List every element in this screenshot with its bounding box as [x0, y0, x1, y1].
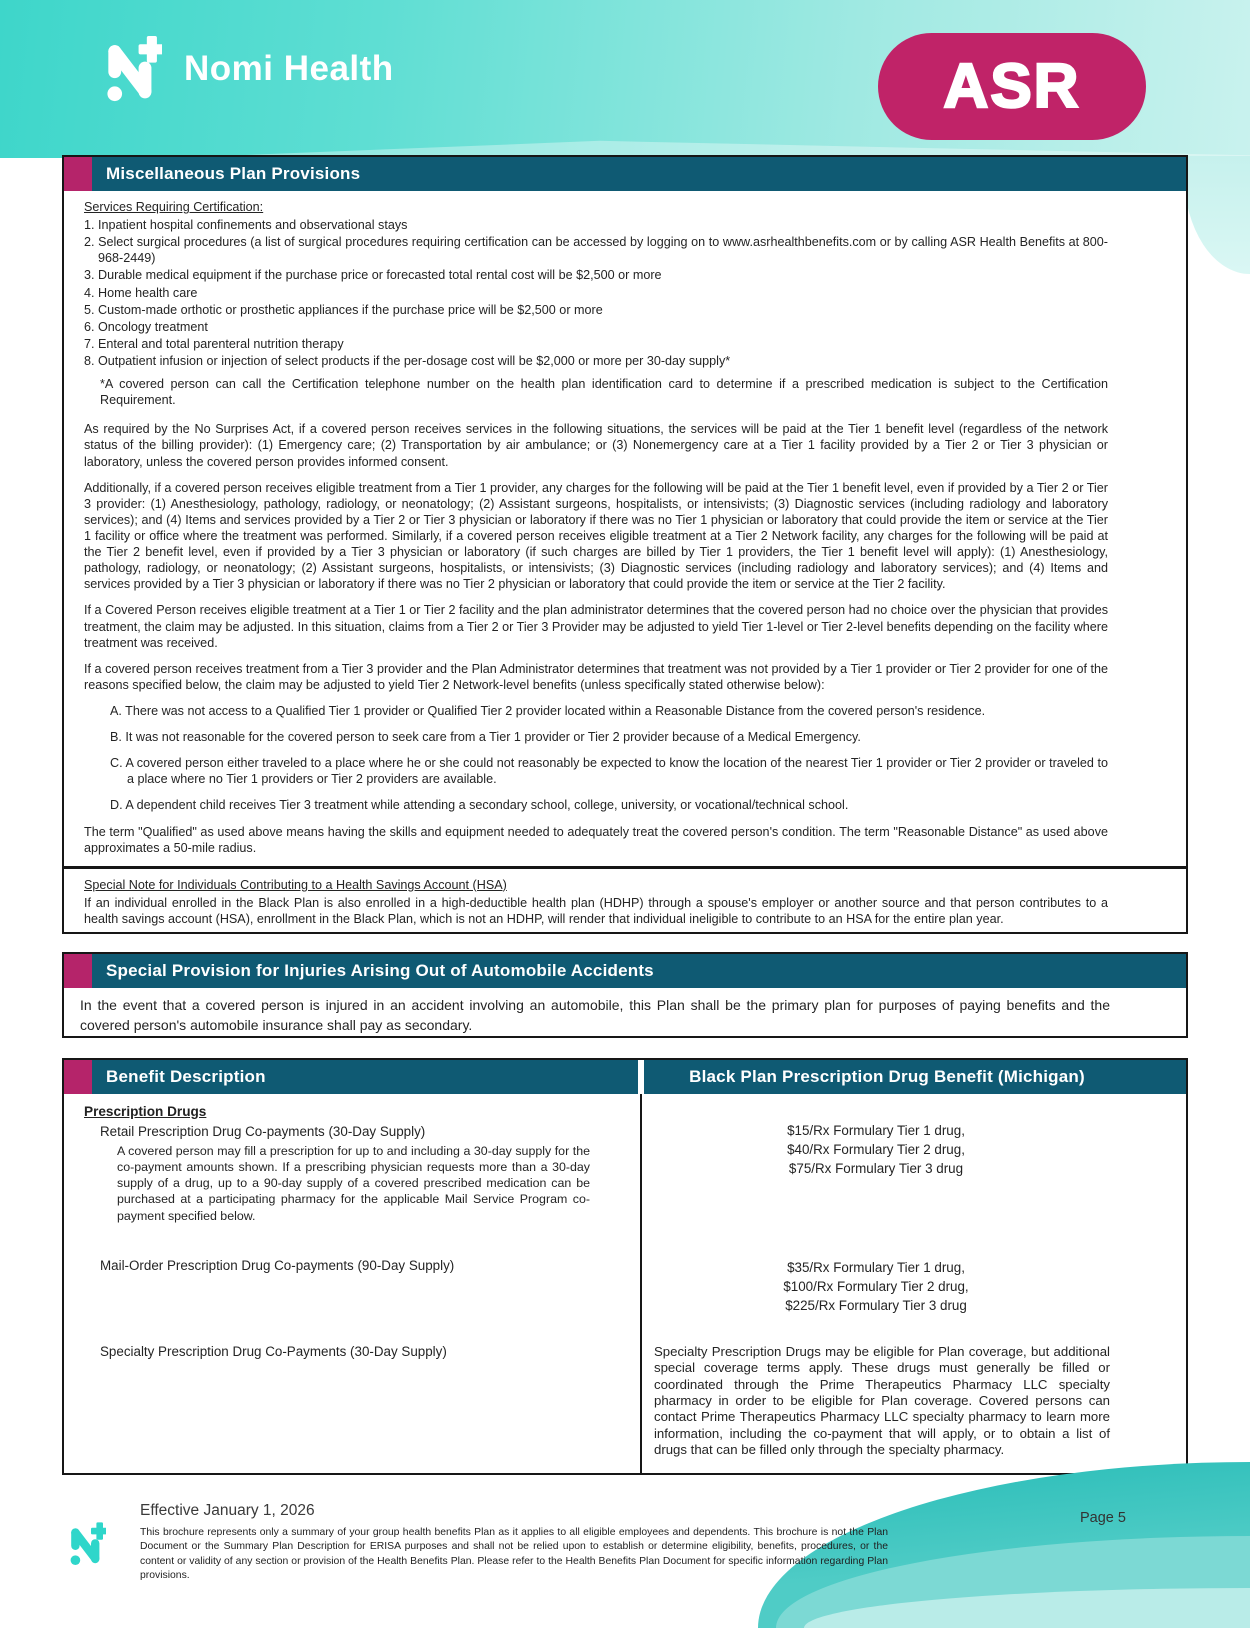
benefit-value-cell [640, 1334, 1186, 1473]
section-divider [64, 866, 1186, 869]
table-row [64, 1094, 1186, 1248]
paragraph-tier3-reasons: If a covered person receives treatment from a Tier 3 provider and the Plan Administrator determines that treatment was not provided by a Tier 1 provider or Tier 2 provider for one of the reasons specified below, the claim may be adjusted to yield Tier 2 Network-level benefits (unless specifically stated otherwise below): [84, 661, 1108, 692]
benefit-label: Retail Prescription Drug Co-payments (30-Day Supply) [100, 1124, 426, 1139]
nomi-health-logo [106, 36, 394, 102]
brand-name: Nomi Health [184, 49, 394, 88]
copay-line: $225/Rx Formulary Tier 3 drug [785, 1298, 967, 1314]
asr-logo-text: ASR [943, 52, 1081, 121]
benefit-value-cell [640, 1248, 1186, 1334]
footer-disclaimer: This brochure represents only a summary of your group health benefits Plan as it applies to all eligible employees and dependents. This brochure is not the Plan Document or the Summary Plan Description for ERISA purposes and shall not be relied upon to establish or determine eligibility, benefits, procedures, or the content or validity of any section or provision of the Health Benefits Plan. Please refer to the Health Benefits Plan Document for specific information regarding Plan provisions. [140, 1527, 888, 1581]
service-item: 3. Durable medical equipment if the purchase price or forecasted total rental cost will be $2,500 or more [84, 268, 662, 283]
reason-item: C. A covered person either traveled to a place where he or she could not reasonably be expected to know the location of the nearest Tier 1 provider or Tier 2 provider or traveled to a place where no Tier 1 providers or Tier 2 providers are available. [110, 756, 1108, 787]
benefit-description-cell [64, 1248, 640, 1334]
footer-nomi-mark-icon [70, 1521, 106, 1572]
service-item: 6. Oncology treatment [84, 319, 208, 334]
paragraph-claim-adjustment: If a Covered Person receives eligible treatment at a Tier 1 or Tier 2 facility and the plan administrator determines that the covered person had no choice over the physician that provides treatment, the claim may be adjusted. In this situation, claims from a Tier 2 or Tier 3 Provider may be adjusted to yield Tier 1-level or Tier 2-level benefits depending on the facility where treatment was received. [84, 603, 1108, 650]
copay-line: $35/Rx Formulary Tier 1 drug, [787, 1260, 965, 1275]
benefit-label: Specialty Prescription Drug Co-Payments (30-Day Supply) [100, 1344, 447, 1359]
copay-line: $40/Rx Formulary Tier 2 drug, [787, 1142, 965, 1158]
table-row [64, 1334, 1186, 1473]
section-title: Special Provision for Injuries Arising Out of Automobile Accidents [106, 961, 654, 980]
section-automobile-accidents [62, 952, 1188, 1038]
benefit-label: Mail-Order Prescription Drug Co-payments (90-Day Supply) [100, 1258, 455, 1273]
reason-item: D. A dependent child receives Tier 3 treatment while attending a secondary school, college, university, or vocational/technical school. [110, 798, 849, 813]
table-header-benefit-description [64, 1060, 638, 1094]
service-item: 7. Enteral and total parenteral nutrition therapy [84, 336, 344, 351]
benefit-value-cell [640, 1094, 1186, 1248]
service-item: 5. Custom-made orthotic or prosthetic appliances if the purchase price will be $2,500 or more [84, 302, 603, 317]
benefits-table [62, 1058, 1188, 1475]
section-header-bar [64, 157, 1186, 191]
service-item: 1. Inpatient hospital confinements and observational stays [84, 218, 408, 233]
prescription-drugs-heading: Prescription Drugs [84, 1104, 207, 1119]
service-item: 8. Outpatient infusion or injection of select products if the per-dosage cost will be $2,000 or more per 30-day supply* [84, 353, 731, 368]
reason-item: B. It was not reasonable for the covered person to seek care from a Tier 1 provider or Tier 2 provider because of a Medical Emergency. [110, 730, 861, 745]
table-header-row [64, 1060, 1186, 1094]
hsa-heading: Special Note for Individuals Contributing to a Health Savings Account (HSA) [84, 877, 507, 892]
copay-line: $75/Rx Formulary Tier 3 drug [788, 1161, 964, 1177]
service-item: 2. Select surgical procedures (a list of surgical procedures requiring certification can be accessed by logging on to www.asrhealthbenefits.com or by calling ASR Health Benefits at 800-968-2449) [84, 235, 1108, 266]
paragraph-tier-charges: Additionally, if a covered person receives eligible treatment from a Tier 1 provider, any charges for the following will be paid at the Tier 1 benefit level, even if provided by a Tier 2 or Tier 3 provider: (1) Anesthesiology, pathology, radiology, or neonatology; (2) Assistant surgeons, hospitalists, or intensivists; (3) Diagnostic services (including radiology and laboratory services); and (4) Items and services provided by a Tier 2 or Tier 3 physician or laboratory if there was no Tier 1 physician or laboratory that could provide the item or service at the Tier 1 facility or office where the treatment was performed. Similarly, if a covered person receives eligible treatment at a Tier 2 Network facility, any charges for the following will be paid at the Tier 2 benefit level, even if provided by a Tier 3 physician or laboratory (if such charges are billed by Tier 1 providers, the Tier 1 benefit level will apply): (1) Anesthesiology, pathology, radiology, or neonatology; (2) Assistant surgeons, hospitalists, or intensivists; (3) Diagnostic services (including radiology and laboratory services); and (4) Items and services provided by a Tier 3 physician or laboratory if there was no Tier 2 physician or laboratory that could provide the item or service at the Tier 2 facility. [84, 480, 1108, 592]
certification-note: *A covered person can call the Certification telephone number on the health plan identification card to determine if a prescribed medication is subject to the Certification Requirement. [100, 377, 1108, 408]
qualified-definition: The term "Qualified" as used above means having the skills and equipment needed to adequately treat the covered person's condition. The term "Reasonable Distance" as used above approximates a 50-mile radius. [84, 824, 1108, 855]
benefit-description-cell [64, 1094, 640, 1248]
hsa-body: If an individual enrolled in the Black Plan is also enrolled in a high-deductible health plan (HDHP) through a spouse's employer or another source and that person contributes to a health savings account (HSA), enrollment in the Black Plan, which is not an HDHP, will render that individual ineligible to contribute to an HSA for the entire plan year. [84, 895, 1108, 926]
auto-provision-body: In the event that a covered person is injured in an accident involving an automobile, this Plan shall be the primary plan for purposes of paying benefits and the covered person's automobile insurance shall pay as secondary. [80, 997, 1110, 1033]
reason-item: A. There was not access to a Qualified Tier 1 provider or Qualified Tier 2 provider located within a Reasonable Distance from the covered person's residence. [110, 703, 986, 718]
corner-teal-shape [1184, 156, 1250, 274]
services-heading: Services Requiring Certification: [84, 200, 264, 214]
benefit-description-cell [64, 1334, 640, 1473]
table-header-drug-benefit [644, 1060, 1186, 1094]
service-item: 4. Home health care [84, 285, 198, 300]
copay-line: $100/Rx Formulary Tier 2 drug, [783, 1279, 969, 1295]
asr-logo [878, 33, 1146, 140]
paragraph-no-surprises: As required by the No Surprises Act, if a covered person receives services in the following situations, the services will be paid at the Tier 1 benefit level (regardless of the network status of the billing provider): (1) Emergency care; (2) Transportation by air ambulance; or (3) Nonemergency care at a Tier 1 facility provided by a Tier 2 or Tier 3 physician or laboratory, unless the covered person provides informed consent. [84, 422, 1108, 469]
effective-date: Effective January 1, 2026 [140, 1502, 315, 1519]
section-header-bar [64, 954, 1186, 988]
section-body [64, 191, 1186, 927]
magenta-accent-block [64, 954, 92, 988]
copay-line: $15/Rx Formulary Tier 1 drug, [787, 1123, 965, 1138]
benefit-detail-text: A covered person may fill a prescription for up to and including a 30-day supply for the co-payment amounts shown. If a prescribing physician requests more than a 30-day supply of a drug, up to a 90-day supply of a covered prescribed medication can be purchased at a participating pharmacy for the applicable Mail Service Program co-payment specified below. [117, 1144, 590, 1223]
magenta-accent-block [64, 1060, 92, 1094]
nomi-health-mark-icon [106, 36, 162, 102]
section-miscellaneous-plan-provisions [62, 155, 1188, 934]
specialty-benefit-text: Specialty Prescription Drugs may be eligible for Plan coverage, but additional special coverage terms apply. These drugs must generally be filled or coordinated through the Prime Therapeutics Pharmacy LLC specialty pharmacy in order to be eligible for Plan coverage. Covered persons can contact Prime Therapeutics Pharmacy LLC specialty pharmacy to learn more information, including the co-payment that will apply, or to obtain a list of drugs that can be filled only through the specialty pharmacy. [654, 1344, 1110, 1458]
column-header-label: Benefit Description [106, 1067, 266, 1086]
table-row [64, 1248, 1186, 1334]
section-title: Miscellaneous Plan Provisions [106, 164, 361, 183]
page-number: Page 5 [1080, 1510, 1126, 1526]
column-header-label: Black Plan Prescription Drug Benefit (Michigan) [689, 1067, 1085, 1086]
magenta-accent-block [64, 157, 92, 191]
